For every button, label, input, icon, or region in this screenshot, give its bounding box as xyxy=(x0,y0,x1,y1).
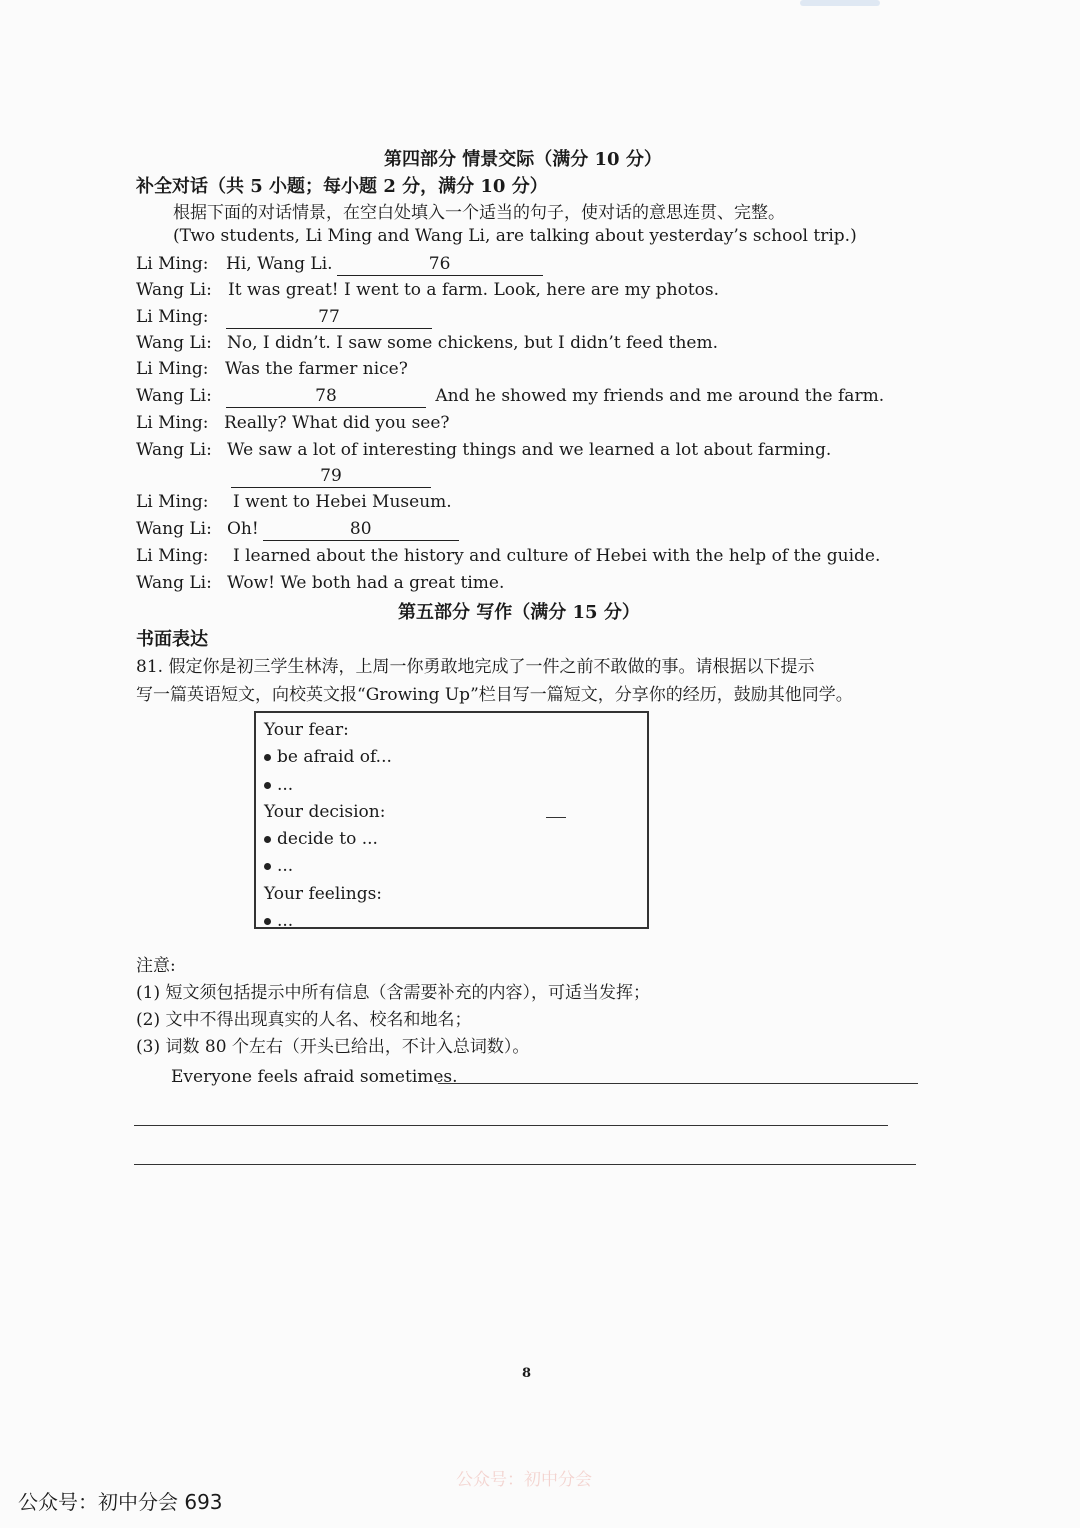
part5-subtitle: 书面表达 xyxy=(136,629,208,650)
bullet-icon xyxy=(264,754,271,761)
speaker-label: Wang Li: xyxy=(136,280,212,300)
speaker-label: Wang Li: xyxy=(136,440,212,460)
bullet-icon xyxy=(264,918,271,925)
speaker-label: Wang Li: xyxy=(136,519,212,539)
stray-mark xyxy=(546,817,566,818)
hint-item xyxy=(264,853,639,880)
dialogue-text: Oh! xyxy=(227,519,259,539)
hint-item xyxy=(264,744,639,771)
dialogue-line xyxy=(222,307,436,329)
part4-context: (Two students, Li Ming and Wang Li, are talking about yesterday’s school trip.) xyxy=(173,226,857,246)
fear-label: Your fear: xyxy=(264,720,349,740)
speaker-label: Wang Li: xyxy=(136,573,212,593)
speaker-label: Li Ming: xyxy=(136,307,209,327)
essay-opening: Everyone feels afraid sometimes. xyxy=(171,1067,458,1087)
hint-box xyxy=(254,711,649,932)
dialogue-text: I went to Hebei Museum. xyxy=(233,492,452,512)
part5-title: 第五部分 写作（满分 15 分） xyxy=(398,602,640,623)
hint-item xyxy=(264,908,639,935)
bullet-icon xyxy=(264,863,271,870)
hint-text: ... xyxy=(277,911,294,932)
speaker-label: Wang Li: xyxy=(136,333,212,353)
footer-source: 公众号：初中分会 693 xyxy=(18,1490,223,1514)
speaker-label: Li Ming: xyxy=(136,546,209,566)
dialogue-line xyxy=(227,466,435,488)
dialogue-text: Was the farmer nice? xyxy=(225,359,408,379)
notes-label: 注意: xyxy=(136,956,176,976)
page-edge-shadow xyxy=(800,0,880,6)
speaker-label: Li Ming: xyxy=(136,254,209,274)
hint-text: ... xyxy=(277,774,294,795)
dialogue-line xyxy=(222,386,884,408)
bullet-icon xyxy=(264,836,271,843)
hint-text: be afraid of... xyxy=(277,747,392,768)
part4-subtitle: 补全对话（共 5 小题；每小题 2 分，满分 10 分） xyxy=(136,176,548,197)
hint-item xyxy=(264,826,639,853)
dialogue-text: It was great! I went to a farm. Look, here are my photos. xyxy=(228,280,720,300)
answer-blank-80[interactable]: 80 xyxy=(263,522,459,541)
dialogue-text: Hi, Wang Li. xyxy=(226,254,333,274)
dialogue-text: We saw a lot of interesting things and we learned a lot about farming. xyxy=(227,440,832,460)
hint-item xyxy=(264,772,639,799)
writing-line[interactable] xyxy=(134,1125,888,1126)
decision-label: Your decision: xyxy=(264,801,386,822)
answer-blank-78[interactable]: 78 xyxy=(226,389,426,408)
page-number: 8 xyxy=(522,1366,532,1381)
dialogue-line xyxy=(226,254,547,276)
note-1: (1) 短文须包括提示中所有信息（含需要补充的内容），可适当发挥； xyxy=(136,983,650,1003)
dialogue-text: Really? What did you see? xyxy=(224,413,450,433)
writing-line[interactable] xyxy=(134,1164,916,1165)
speaker-label: Wang Li: xyxy=(136,386,212,406)
answer-blank-76[interactable]: 76 xyxy=(337,257,543,276)
note-2: (2) 文中不得出现真实的人名、校名和地名； xyxy=(136,1010,472,1030)
speaker-label: Li Ming: xyxy=(136,492,209,512)
feelings-label: Your feelings: xyxy=(264,883,383,904)
writing-line[interactable] xyxy=(438,1083,918,1084)
speaker-label: Li Ming: xyxy=(136,413,209,433)
part4-title: 第四部分 情景交际（满分 10 分） xyxy=(384,149,662,170)
writing-prompt-line1: 81. 假定你是初三学生林涛，上周一你勇敢地完成了一件之前不敢做的事。请根据以下提示 xyxy=(136,657,815,677)
note-3: (3) 词数 80 个左右（开头已给出，不计入总词数）。 xyxy=(136,1037,530,1057)
dialogue-text: No, I didn’t. I saw some chickens, but I didn’t feed them. xyxy=(227,333,719,353)
hint-text: ... xyxy=(277,856,294,877)
dialogue-line xyxy=(227,519,463,541)
watermark: 公众号：初中分会 xyxy=(456,1470,592,1490)
bullet-icon xyxy=(264,782,271,789)
answer-blank-77[interactable]: 77 xyxy=(226,310,432,329)
answer-blank-79[interactable]: 79 xyxy=(231,469,431,488)
hint-text: decide to ... xyxy=(277,829,378,850)
dialogue-text: I learned about the history and culture of Hebei with the help of the guide. xyxy=(233,546,881,566)
part4-instruction: 根据下面的对话情景，在空白处填入一个适当的句子，使对话的意思连贯、完整。 xyxy=(173,203,785,223)
speaker-label: Li Ming: xyxy=(136,359,209,379)
writing-prompt-line2: 写一篇英语短文，向校英文报“Growing Up”栏目写一篇短文，分享你的经历，鼓励其他同学。 xyxy=(136,685,853,705)
dialogue-text: And he showed my friends and me around the farm. xyxy=(435,386,885,406)
dialogue-text: Wow! We both had a great time. xyxy=(227,573,505,593)
